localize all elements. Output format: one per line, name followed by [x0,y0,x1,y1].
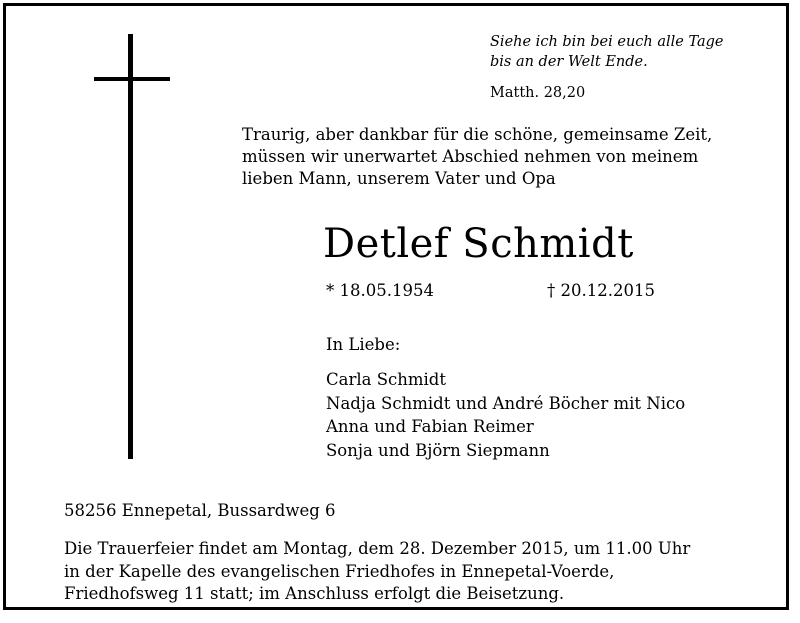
intro-line: lieben Mann, unserem Vater und Opa [242,169,556,188]
intro-line: müssen wir unerwartet Abschied nehmen von meinem [242,147,699,166]
intro-text [242,124,712,190]
mourner-name: Sonja und Björn Siepmann [326,440,550,460]
mourners-list [326,368,685,462]
service-line: Die Trauerfeier findet am Montag, dem 28. Dezember 2015, um 11.00 Uhr [64,539,691,558]
bible-verse [490,32,724,72]
verse-line: bis an der Welt Ende. [490,54,648,70]
funeral-service-info [64,538,690,606]
birth-date: * 18.05.1954 [326,281,434,300]
mourner-name: Anna und Fabian Reimer [326,417,534,436]
death-date: † 20.12.2015 [547,281,655,300]
mourner-name: Nadja Schmidt und André Böcher mit Nico [326,393,686,413]
service-line: Friedhofsweg 11 statt; im Anschluss erfolgt die Beisetzung. [64,584,565,603]
service-line: in der Kapelle des evangelischen Friedhofes in Ennepetal-Voerde, [64,561,615,581]
deceased-name: Detlef Schmidt [323,221,634,267]
cross-vertical-bar [128,34,133,459]
verse-reference: Matth. 28,20 [490,85,586,101]
intro-line: Traurig, aber dankbar für die schöne, gemeinsame Zeit, [242,125,713,144]
cross-horizontal-bar [94,77,170,81]
family-address: 58256 Ennepetal, Bussardweg 6 [64,501,336,520]
verse-line: Siehe ich bin bei euch alle Tage [490,34,724,50]
obituary-notice [3,3,789,610]
mourner-name: Carla Schmidt [326,370,446,389]
mourners-heading: In Liebe: [326,335,401,354]
